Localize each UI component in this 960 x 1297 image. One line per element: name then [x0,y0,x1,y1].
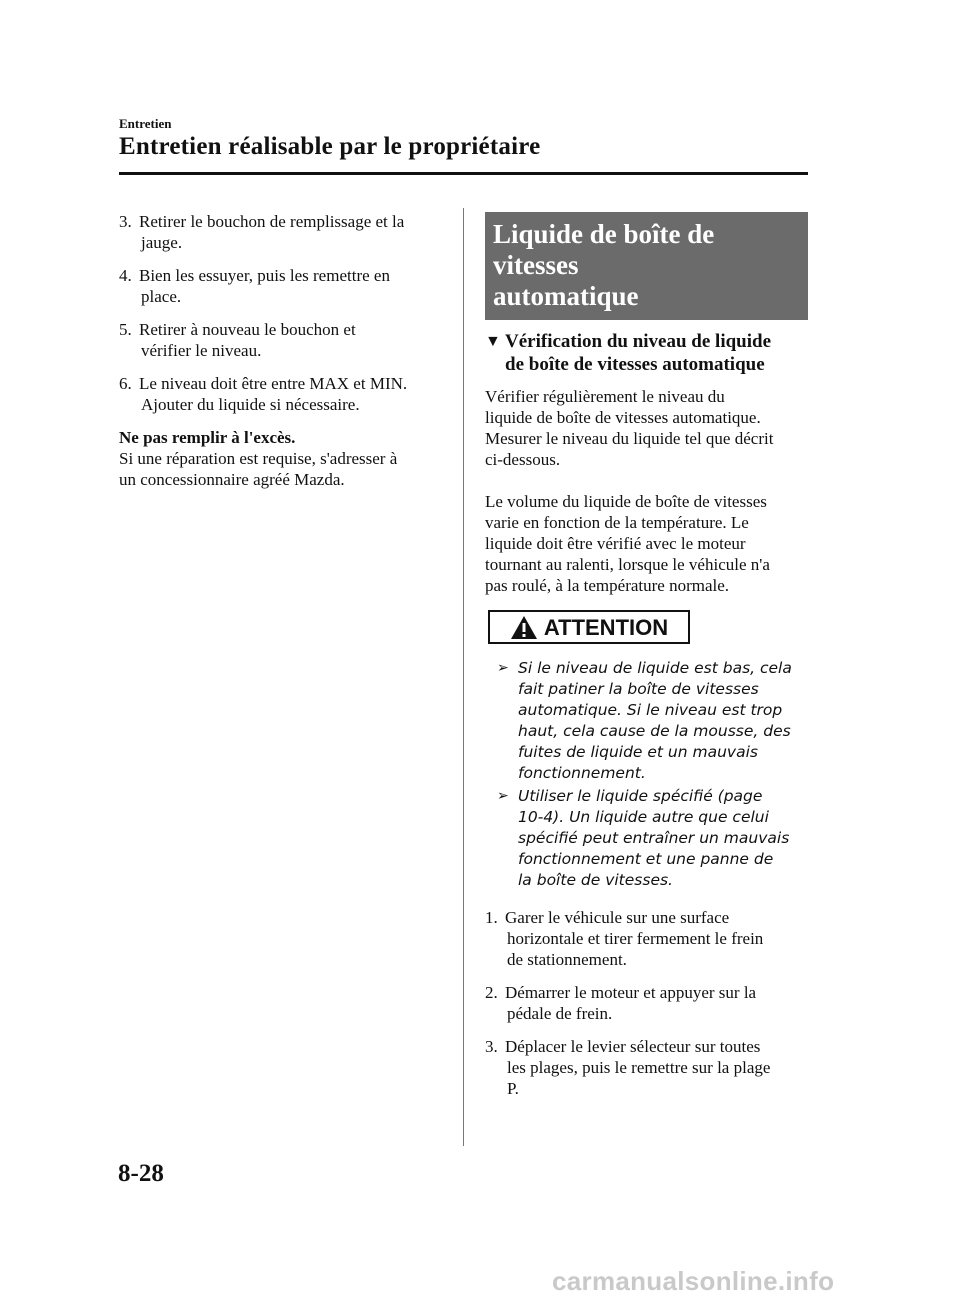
step-text-line: Le niveau doit être entre MAX et MIN. [139,374,408,393]
step-text-line: place. [141,287,182,306]
step-text-line: vérifier le niveau. [141,341,262,360]
section-title: Liquide de boîte de vitesses automatique [485,212,808,320]
step-number: 1. [485,908,498,927]
step-number: 4. [119,266,132,285]
warning-triangle-icon [510,615,538,640]
paragraph: Le volume du liquide de boîte de vitesses varie en fonction de la température. Le liquide doit être vérifié avec le moteur tournant au ralenti, lorsque le véhicule n'a pas roulé, à la température normale. [485,492,770,595]
step-text-line: Retirer à nouveau le bouchon et [139,320,356,339]
note-text-line: un concessionnaire agréé Mazda. [119,470,345,489]
arrow-bullet-icon: ➢ [497,660,509,676]
watermark: carmanualsonline.info [552,1266,835,1296]
step-number: 5. [119,320,132,339]
step-number: 6. [119,374,132,393]
breadcrumb: Entretien [119,116,172,131]
title-rule [119,172,808,175]
step-item [485,982,808,1024]
step-item [119,373,444,415]
step-item [485,1036,808,1099]
step-text-line: les plages, puis le remettre sur la plage [507,1058,771,1077]
warning-list [497,658,808,891]
step-item [119,211,444,253]
step-number: 3. [119,212,132,231]
column-divider [463,208,464,1146]
triangle-down-icon: ▼ [485,333,501,350]
step-item [119,319,444,361]
warning-label: ATTENTION [543,614,669,640]
warning-box [488,610,690,644]
warning-bullet: ➢ Utiliser le liquide spécifié (page 10-4). Un liquide autre que celui spécifié peut entraîner un mauvais fonctionnement et une panne de la boîte de vitesses. [497,787,790,889]
step-text-line: Retirer le bouchon de remplissage et la [139,212,405,231]
step-item [485,907,808,970]
step-item [119,265,444,307]
page-number: 8-28 [118,1160,164,1187]
warning-bullet: ➢ Si le niveau de liquide est bas, cela fait patiner la boîte de vitesses automatique. Si le niveau est trop haut, cela cause de la mousse, des fuites de liquide et un mauvais fonctionnement. [497,659,792,782]
step-number: 3. [485,1037,498,1056]
note-heading: Ne pas remplir à l'excès. [119,428,296,447]
step-text-line: Bien les essuyer, puis les remettre en [139,266,390,285]
step-text-line: Déplacer le levier sélecteur sur toutes [505,1037,761,1056]
step-number: 2. [485,983,498,1002]
step-text-line: Garer le véhicule sur une surface [505,908,730,927]
right-column [485,212,808,1111]
step-text-line: P. [507,1079,519,1098]
step-text-line: jauge. [141,233,183,252]
step-text-line: horizontale et tirer fermement le frein [507,929,764,948]
step-text-line: Démarrer le moteur et appuyer sur la [505,983,757,1002]
step-text-line: de stationnement. [507,950,627,969]
step-text-line: Ajouter du liquide si nécessaire. [141,395,360,414]
arrow-bullet-icon: ➢ [497,788,509,804]
paragraph: Vérifier régulièrement le niveau du liquide de boîte de vitesses automatique. Mesurer le niveau du liquide tel que décrit ci-dessous. [485,387,774,469]
page-title: Entretien réalisable par le propriétaire [119,133,541,160]
left-column [119,211,444,490]
subsection-heading: ▼ Vérification du niveau de liquide de boîte de vitesses automatique [485,331,772,375]
note-text-line: Si une réparation est requise, s'adresser à [119,449,398,468]
step-text-line: pédale de frein. [507,1004,613,1023]
